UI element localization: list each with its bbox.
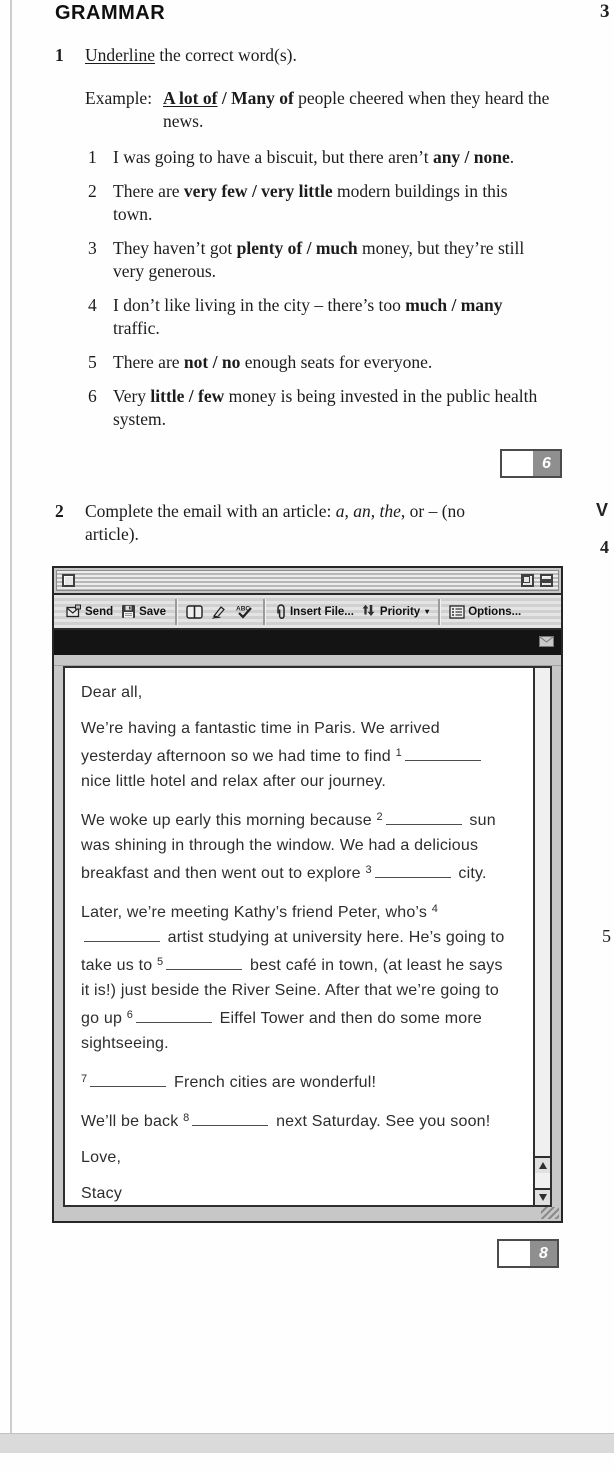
email-paragraph: $^7$ French cities are wonderful!: [81, 1073, 377, 1091]
envelope-icon: [539, 636, 554, 647]
item-text: I don’t like living in the city – there’s too much / many traffic.: [113, 295, 503, 338]
adjacent-column-fragment-heading: V: [596, 500, 609, 520]
spell-check-button[interactable]: [231, 602, 258, 621]
toolbar-separator: [438, 599, 440, 625]
item-text: Very little / few money is being invested in the public health system.: [113, 386, 538, 429]
score-max-value: 6: [533, 451, 560, 476]
send-mail-icon: [66, 604, 82, 619]
insert-file-button-label: Insert File...: [289, 605, 354, 618]
score-write-in-cell: [502, 451, 533, 476]
send-button-label: Send: [85, 605, 114, 618]
exercise-1-item: [88, 294, 563, 340]
priority-arrows-icon: [362, 604, 377, 619]
options-button[interactable]: [445, 603, 525, 621]
address-book-button[interactable]: [182, 603, 207, 621]
priority-button[interactable]: [358, 602, 433, 621]
item-number: 4: [88, 295, 97, 315]
exercise-1-item: [88, 237, 563, 283]
column-divider-rule: [10, 0, 12, 1433]
item-number: 5: [88, 352, 97, 372]
item-number: 3: [88, 238, 97, 258]
signature-button[interactable]: [207, 602, 231, 621]
address-header-bar: [54, 630, 561, 655]
item-number: 6: [88, 386, 97, 406]
email-window: [52, 566, 563, 1223]
item-number: 1: [88, 147, 97, 167]
scrollbar[interactable]: [533, 668, 550, 1205]
adjacent-column-fragment-mid: 4: [600, 537, 609, 557]
triangle-down-icon: [539, 1194, 547, 1201]
exercise-1-instruction: Underline the correct word(s).: [85, 45, 297, 65]
priority-button-label: Priority: [379, 605, 421, 618]
scroll-up-button[interactable]: [535, 1156, 550, 1173]
insert-file-button[interactable]: [270, 602, 358, 622]
address-book-icon: [186, 605, 203, 619]
toolbar-separator: [263, 599, 265, 625]
send-button[interactable]: [62, 602, 117, 621]
exercise-1-item: [88, 351, 563, 374]
email-toolbar: [54, 593, 561, 630]
resize-grip[interactable]: [541, 1207, 559, 1219]
save-button-label: Save: [139, 605, 166, 618]
scroll-down-button[interactable]: [535, 1188, 550, 1205]
email-paragraph: We’re having a fantastic time in Paris. We arrived yesterday afternoon so we had time to find $^1$ nice little hotel and relax after our journey.: [81, 716, 506, 794]
exercise-1: [55, 44, 563, 442]
window-collapse-box[interactable]: [540, 574, 553, 587]
item-text: There are not / no enough seats for everyone.: [113, 352, 433, 372]
item-text: There are very few / very little modern buildings in this town.: [113, 181, 508, 224]
email-paragraph: Love,: [81, 1149, 122, 1166]
chevron-down-icon: ▾: [425, 607, 430, 616]
email-body: [63, 666, 552, 1207]
item-text: They haven’t got plenty of / much money, but they’re still very generous.: [113, 238, 525, 281]
exercise-2: [55, 500, 535, 546]
item-number: 2: [88, 181, 97, 201]
window-zoom-box[interactable]: [521, 574, 534, 587]
page-bottom-strip: [0, 1433, 614, 1453]
exercise-1-item: [88, 146, 563, 169]
save-floppy-icon: [121, 604, 136, 619]
exercise-2-score-box: [497, 1239, 559, 1268]
exercise-2-instruction: Complete the email with an article: a, an, the, or – (no article).: [85, 501, 466, 544]
svg-text:ABC: ABC: [235, 605, 251, 613]
email-paragraph: We’ll be back $^8$ next Saturday. See you soon!: [81, 1112, 491, 1130]
email-paragraph: Later, we’re meeting Kathy’s friend Peter, who’s $^4$ artist studying at university here. He’s going to take us to $^5$ best café in town, (at least he says it is!) just beside the River Seine. After that we’re going to go up $^6$ Eiffel Tower and then do some more sightseeing.: [81, 903, 505, 1052]
example-text: A lot of / Many of people cheered when they heard the news.: [163, 88, 550, 131]
paperclip-icon: [274, 604, 287, 620]
divider-strip: [54, 655, 561, 666]
adjacent-column-fragment-bottom: 5: [602, 926, 611, 946]
toolbar-separator: [175, 599, 177, 625]
exercise-1-item: [88, 385, 563, 431]
exercise-1-number: 1: [55, 45, 64, 65]
exercise-1-score-box: [500, 449, 562, 478]
item-text: I was going to have a biscuit, but there aren’t any / none.: [113, 147, 515, 167]
window-close-box[interactable]: [62, 574, 75, 587]
grammar-heading: GRAMMAR: [55, 2, 166, 24]
email-paragraph: Dear all,: [81, 684, 143, 701]
score-max-value: 8: [530, 1241, 557, 1266]
email-paragraph: Stacy: [81, 1185, 123, 1202]
save-button[interactable]: [117, 602, 170, 621]
options-button-label: Options...: [468, 605, 522, 618]
spell-check-abc-icon: [235, 604, 254, 619]
email-paragraph: We woke up early this morning because $^2$ sun was shining in through the window. We had a delicious breakfast and then went out to explore $^3$ city.: [81, 811, 496, 882]
example-label: Example:: [85, 88, 153, 108]
triangle-up-icon: [539, 1162, 547, 1169]
options-list-icon: [449, 605, 465, 619]
window-title-bar[interactable]: [56, 570, 559, 591]
adjacent-column-fragment-top: 3: [600, 1, 610, 22]
score-write-in-cell: [499, 1241, 530, 1266]
exercise-1-example: [85, 87, 563, 133]
exercise-2-number: 2: [55, 501, 64, 521]
exercise-1-item: [88, 180, 563, 226]
signature-pen-icon: [211, 604, 227, 619]
